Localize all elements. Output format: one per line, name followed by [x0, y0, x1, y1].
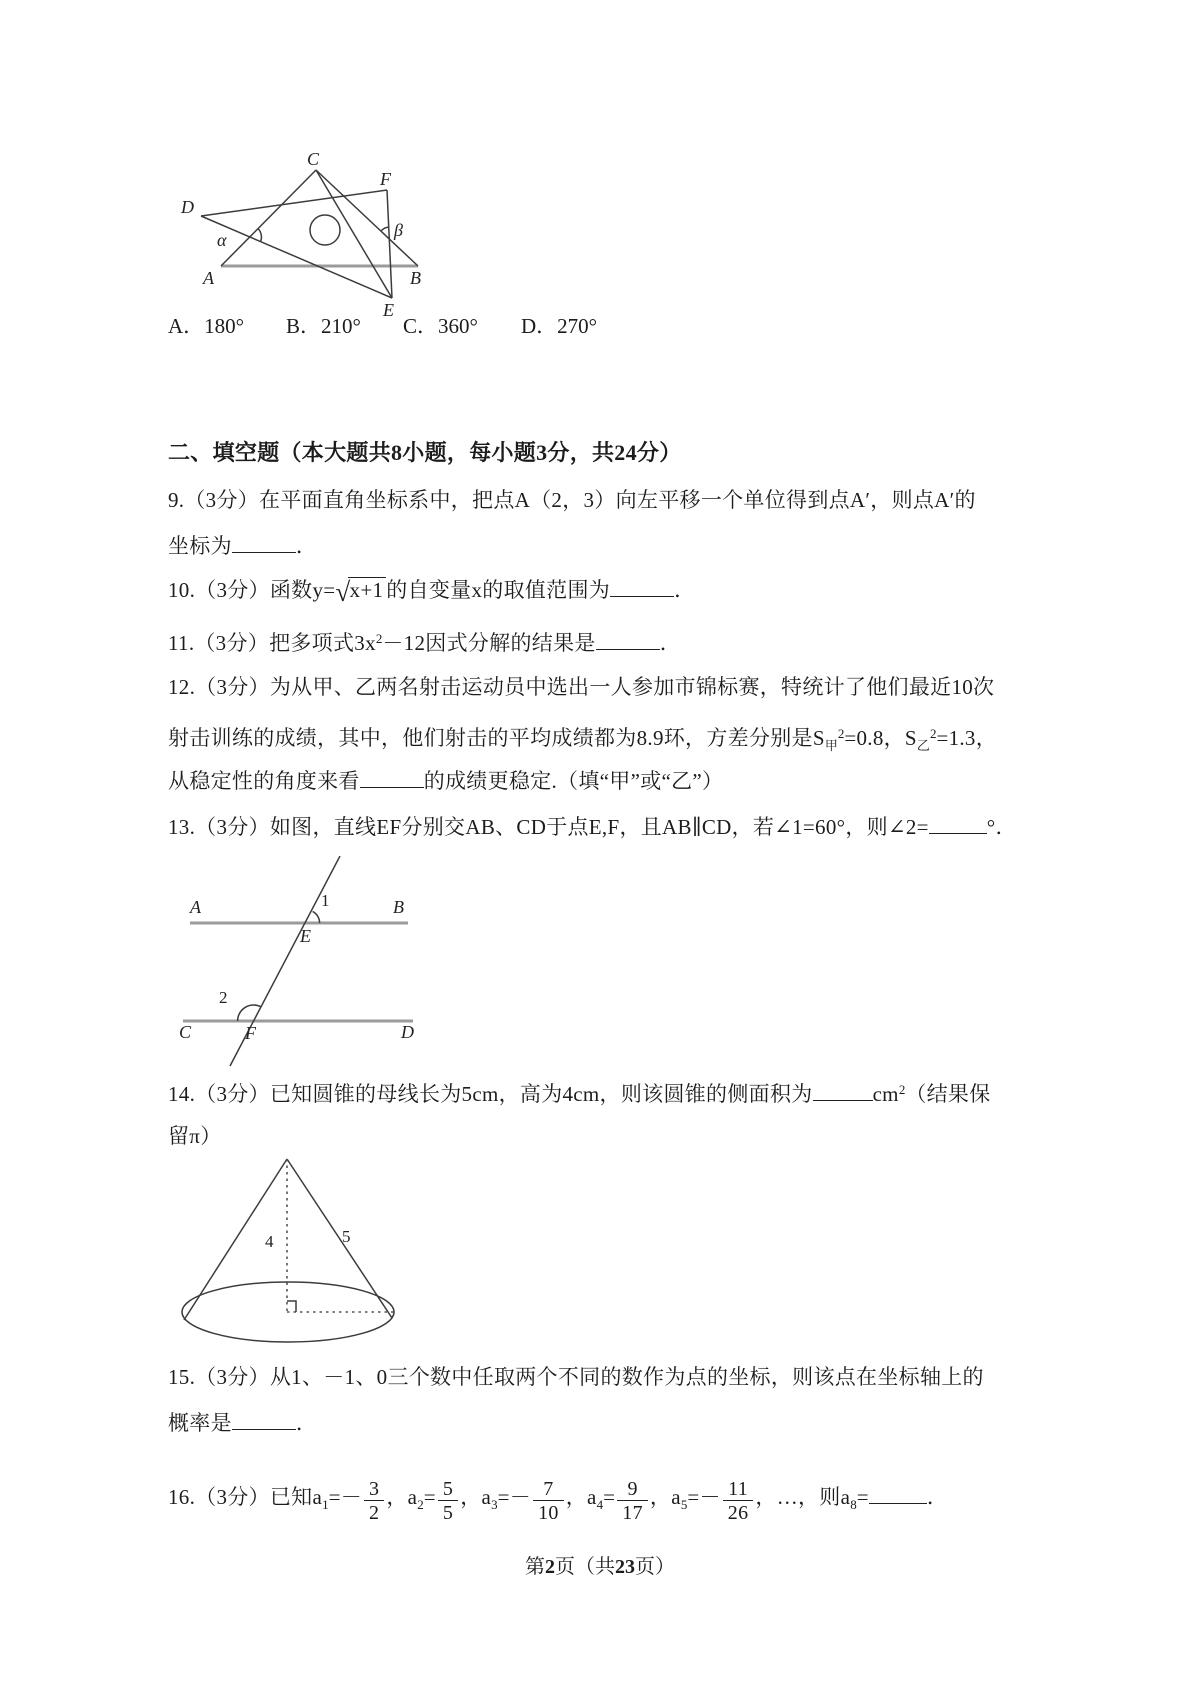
label-F: F	[245, 1023, 256, 1043]
answer-blank	[929, 817, 987, 834]
section-header: 二、填空题（本大题共8小题，每小题3分，共24分）	[168, 440, 682, 465]
label-B: B	[393, 897, 404, 917]
label-angle-1: 1	[321, 891, 330, 910]
parallel-lines-figure	[178, 856, 423, 1071]
page-footer: 第2页（共23页）	[525, 1556, 675, 1578]
option-a: A．180°	[168, 314, 245, 338]
answer-blank	[813, 1084, 873, 1101]
answer-blank	[610, 580, 674, 597]
answer-blank	[232, 1413, 296, 1430]
question-12-line-1: 12.（3分）为从甲、乙两名射击运动员中选出一人参加市锦标赛，特统计了他们最近10次	[168, 675, 995, 699]
label-D: D	[401, 1022, 414, 1042]
answer-blank	[596, 633, 660, 650]
label-C: C	[307, 149, 320, 169]
question-12-line-3: 从稳定性的角度来看 的成绩更稳定.（填“甲”或“乙”）	[168, 769, 724, 793]
question-9-line-2: 坐标为 ．	[168, 534, 318, 558]
fraction: $\frac{7}{10}$	[533, 1478, 564, 1525]
label-height-4: 4	[265, 1232, 274, 1251]
label-E: E	[383, 300, 394, 320]
question-13: 13.（3分）如图，直线EF分别交AB、CD于点E,F，且AB∥CD，若∠1=60°，则∠2= °．	[168, 815, 1017, 839]
label-A: A	[190, 897, 201, 917]
question-15-line-2: 概率是 ．	[168, 1411, 318, 1435]
star-figure	[163, 133, 453, 333]
segment-DF	[201, 190, 387, 216]
answer-blank	[360, 771, 424, 788]
cone-figure	[170, 1152, 410, 1364]
label-C: C	[179, 1022, 192, 1042]
label-angle-2: 2	[219, 988, 228, 1007]
question-16: 16.（3分）已知$a_1=-$ $\frac{3}{2}$ ，$a_2=$ $\frac{5}{5}$ ，$a_3=-$ $\frac{7}{10}$ ，$a_4=$ $\frac{9}{17}$ ，$a_5=-$ $\frac{11}{26}$ ，…，则$a_8=$ ．	[168, 1478, 949, 1524]
label-beta: β	[394, 220, 403, 240]
answer-blank	[232, 536, 296, 553]
option-b: B．210°	[286, 314, 361, 338]
question-14-line-1: 14.（3分）已知圆锥的母线长为5cm，高为4cm，则该圆锥的侧面积为 $cm^2$（结果保	[168, 1082, 991, 1106]
question-10: 10.（3分）函数y=√x+1 的自变量x的取值范围为 ．	[168, 577, 696, 607]
answer-blank	[869, 1487, 927, 1504]
fraction: $\frac{3}{2}$	[364, 1478, 384, 1525]
option-d: D．270°	[521, 314, 598, 338]
question-14-line-2: 留π）	[168, 1124, 222, 1148]
segment-AC	[221, 170, 316, 266]
option-c: C．360°	[403, 314, 478, 338]
question-12-line-2: 射击训练的成绩，其中，他们射击的平均成绩都为8.9环，方差分别是$S_甲^2=0.8$，$S_乙^2=1.3$，	[168, 726, 998, 753]
label-alpha: α	[217, 230, 227, 250]
segment-CB	[316, 170, 418, 266]
center-circle	[310, 215, 340, 245]
sqrt-expression: √x+1	[335, 577, 386, 605]
label-B: B	[410, 268, 421, 288]
fraction: $\frac{5}{5}$	[438, 1478, 458, 1525]
fraction: $\frac{11}{26}$	[723, 1478, 754, 1525]
label-A: A	[203, 268, 214, 288]
segment-FE	[387, 190, 392, 298]
segment-CE	[316, 170, 392, 298]
fraction: $\frac{9}{17}$	[617, 1478, 648, 1525]
label-E: E	[300, 926, 311, 946]
question-9-line-1: 9.（3分）在平面直角坐标系中，把点A（2，3）向左平移一个单位得到点A′，则点A′的	[168, 488, 976, 512]
cone-right-slant	[287, 1159, 392, 1318]
alpha-angle-arc	[258, 229, 262, 242]
question-15-line-1: 15.（3分）从1、－1、0三个数中任取两个不同的数作为点的坐标，则该点在坐标轴上的	[168, 1365, 984, 1389]
label-D: D	[181, 197, 194, 217]
question-11: 11.（3分）把多项式$3x^2-12$因式分解的结果是 ．	[168, 631, 681, 655]
angle-1-arc	[313, 911, 320, 923]
label-slant-5: 5	[342, 1227, 351, 1246]
right-angle-mark	[287, 1301, 296, 1312]
label-F: F	[380, 169, 391, 189]
